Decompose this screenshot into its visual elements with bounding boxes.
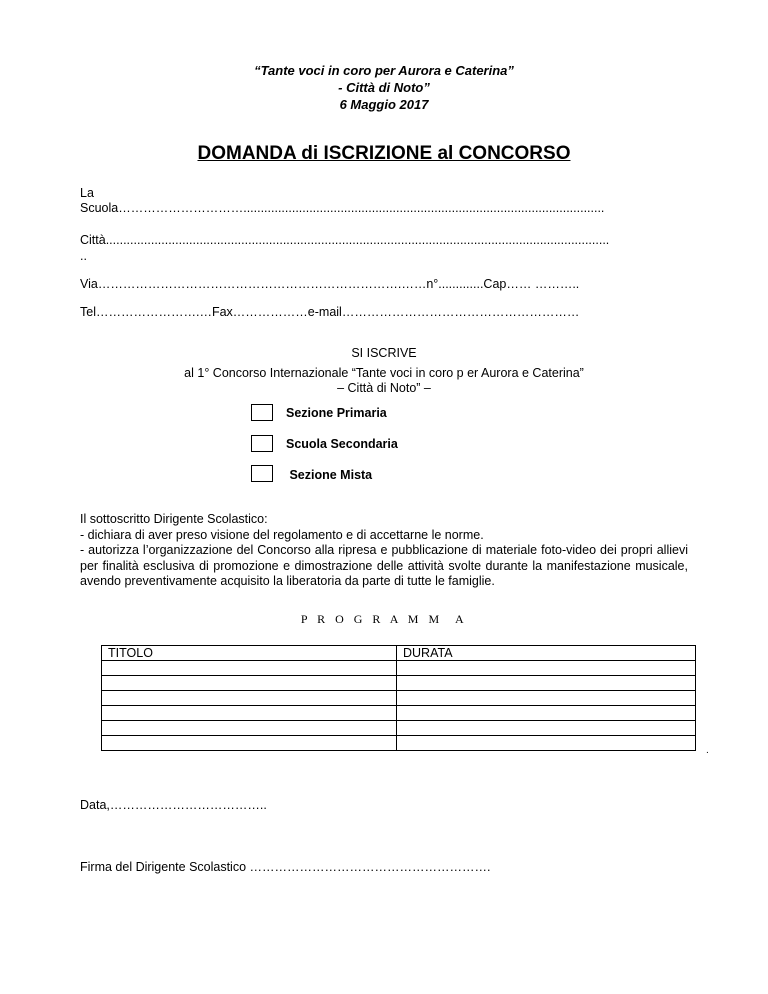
- contact-field[interactable]: Tel…………………….…Fax………………e-mail…………………………………………………: [80, 305, 580, 319]
- dichiarazione-point-2: - autorizza l’organizzazione del Concorso alla ripresa e pubblicazione di materiale foto-video dei propri allievi per finalità esclusiva di promozione e dimostrazione delle attività svolte durante la manifestazione musicale, avendo preventivamente acquisito la liberatoria da parte di tutte le famiglie.: [80, 543, 688, 588]
- dichiarazione-point-1: - dichiara di aver preso visione del regolamento e di accettarne le norme.: [80, 527, 484, 542]
- titolo-cell[interactable]: [102, 676, 397, 691]
- data-field[interactable]: Data,………………………………..: [80, 798, 267, 812]
- firma-field[interactable]: Firma del Dirigente Scolastico ………………………………………………….: [80, 860, 491, 874]
- scuola-label: La: [80, 186, 94, 200]
- concorso-line-1: al 1° Concorso Internazionale “Tante voci in coro p er Aurora e Caterina”: [184, 366, 584, 380]
- citta-field-continuation: ..: [80, 249, 87, 263]
- via-field[interactable]: Via……………………………………………………………….……n°.............Cap…… ………..: [80, 277, 580, 291]
- titolo-cell[interactable]: [102, 691, 397, 706]
- table-row: [102, 736, 696, 751]
- event-header: [0, 62, 768, 113]
- si-iscrive-heading: SI ISCRIVE: [351, 346, 417, 360]
- scuola-secondaria-label: Scuola Secondaria: [286, 437, 398, 451]
- titolo-cell[interactable]: [102, 736, 397, 751]
- scuola-field[interactable]: Scuola…………………………........................................................................................................: [80, 201, 605, 215]
- programma-table: [101, 645, 696, 751]
- table-row: [102, 676, 696, 691]
- durata-cell[interactable]: [397, 676, 696, 691]
- scuola-secondaria-checkbox[interactable]: [251, 435, 273, 452]
- event-date-line: 6 Maggio 2017: [339, 97, 429, 112]
- titolo-header: TITOLO: [102, 646, 397, 661]
- citta-field[interactable]: Città.................................................................................................................................................: [80, 233, 610, 247]
- event-city-line: - Città di Noto”: [338, 80, 430, 95]
- dichiarazione-block: [80, 512, 688, 590]
- form-title: DOMANDA di ISCRIZIONE al CONCORSO: [197, 143, 571, 164]
- programma-heading: P R O G R A M M A: [300, 612, 468, 626]
- titolo-cell[interactable]: [102, 706, 397, 721]
- durata-cell[interactable]: [397, 736, 696, 751]
- durata-cell[interactable]: [397, 706, 696, 721]
- table-row: [102, 706, 696, 721]
- dichiarazione-intro: Il sottoscritto Dirigente Scolastico:: [80, 512, 268, 526]
- concorso-line-2: – Città di Noto” –: [337, 381, 431, 395]
- sezione-primaria-checkbox[interactable]: [251, 404, 273, 421]
- sezione-primaria-label: Sezione Primaria: [286, 406, 387, 420]
- table-header-row: [102, 646, 696, 661]
- durata-cell[interactable]: [397, 691, 696, 706]
- sezione-mista-checkbox[interactable]: [251, 465, 273, 482]
- titolo-cell[interactable]: [102, 661, 397, 676]
- durata-cell[interactable]: [397, 721, 696, 736]
- titolo-cell[interactable]: [102, 721, 397, 736]
- durata-cell[interactable]: [397, 661, 696, 676]
- sezione-mista-label: Sezione Mista: [286, 468, 373, 482]
- stray-mark: .: [706, 745, 709, 756]
- event-title-line: “Tante voci in coro per Aurora e Caterina”: [254, 63, 514, 78]
- table-row: [102, 691, 696, 706]
- table-row: [102, 661, 696, 676]
- table-row: [102, 721, 696, 736]
- durata-header: DURATA: [397, 646, 696, 661]
